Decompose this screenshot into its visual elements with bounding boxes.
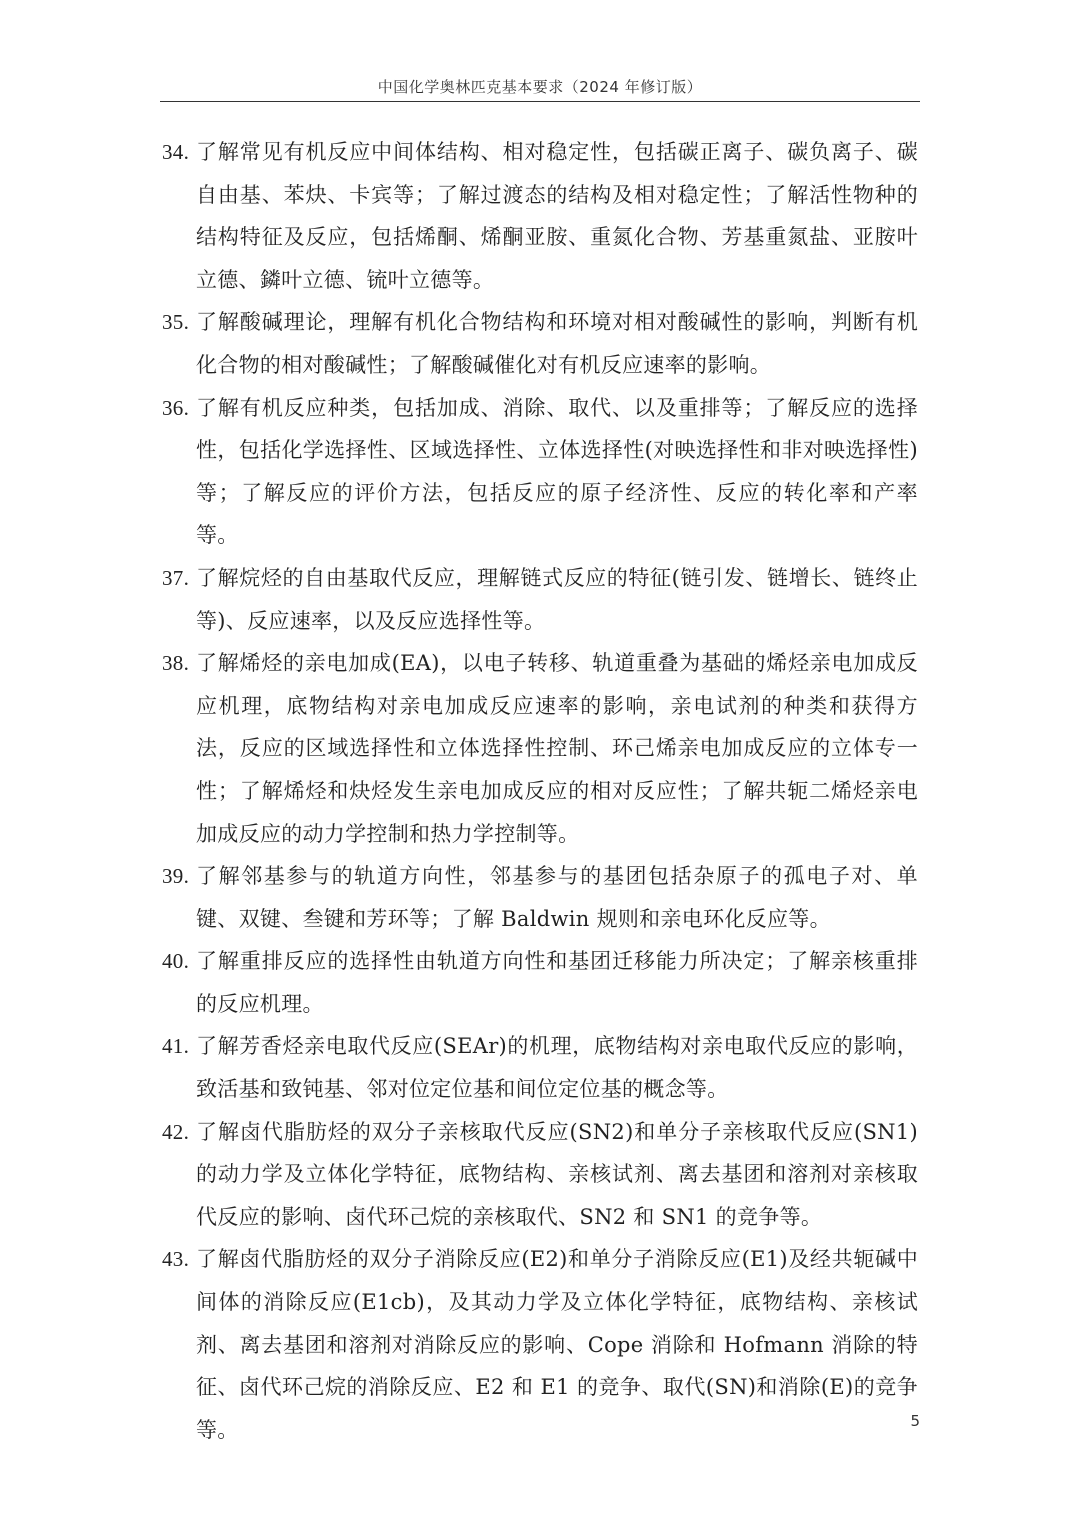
list-item-34 [162,131,918,301]
header-divider [160,101,920,102]
item-number: 35. [162,310,190,335]
item-number: 39. [162,864,190,889]
item-text: 了解重排反应的选择性由轨道方向性和基团迁移能力所决定；了解亲核重排的反应机理。 [196,949,918,1016]
list-item-37 [162,557,918,642]
item-number: 38. [162,651,190,676]
list-item-35 [162,301,918,386]
list-item-42 [162,1111,918,1239]
list-item-41 [162,1025,918,1110]
item-number: 43. [162,1247,190,1272]
list-item-43 [162,1238,918,1451]
list-item-38 [162,642,918,855]
item-text: 了解有机反应种类，包括加成、消除、取代、以及重排等；了解反应的选择性，包括化学选择性、区域选择性、立体选择性(对映选择性和非对映选择性)等；了解反应的评价方法，包括反应的原子经济性、反应的转化率和产率等。 [196,395,918,548]
item-text: 了解邻基参与的轨道方向性，邻基参与的基团包括杂原子的孤电子对、单键、双键、叁键和芳环等；了解 Baldwin 规则和亲电环化反应等。 [196,864,918,931]
document-body [162,131,918,1451]
item-number: 42. [162,1119,190,1144]
list-item-36 [162,387,918,557]
list-item-39 [162,855,918,940]
item-number: 40. [162,949,190,974]
item-number: 36. [162,395,190,420]
page-number: 5 [910,1412,920,1430]
item-text: 了解酸碱理论，理解有机化合物结构和环境对相对酸碱性的影响，判断有机化合物的相对酸碱性；了解酸碱催化对有机反应速率的影响。 [196,310,918,377]
item-text: 了解芳香烃亲电取代反应(SEAr)的机理，底物结构对亲电取代反应的影响，致活基和致钝基、邻对位定位基和间位定位基的概念等。 [196,1034,918,1102]
item-text: 了解烷烃的自由基取代反应，理解链式反应的特征(链引发、链增长、链终止等)、反应速率，以及反应选择性等。 [196,565,918,633]
item-number: 34. [162,140,190,164]
item-text: 了解烯烃的亲电加成(EA)，以电子转移、轨道重叠为基础的烯烃亲电加成反应机理，底物结构对亲电加成反应速率的影响，亲电试剂的种类和获得方法，反应的区域选择性和立体选择性控制、环己烯亲电加成反应的立体专一性；了解烯烃和炔烃发生亲电加成反应的相对反应性；了解共轭二烯烃亲电加成反应的动力学控制和热力学控制等。 [196,651,918,846]
list-item-40 [162,940,918,1025]
item-number: 37. [162,565,190,590]
page-header: 中国化学奥林匹克基本要求（2024 年修订版） [377,78,703,96]
item-text: 了解卤代脂肪烃的双分子亲核取代反应(SN2)和单分子亲核取代反应(SN1)的动力学及立体化学特征，底物结构、亲核试剂、离去基团和溶剂对亲核取代反应的影响、卤代环己烷的亲核取代、SN2 和 SN1 的竞争等。 [196,1119,918,1229]
item-text: 了解常见有机反应中间体结构、相对稳定性，包括碳正离子、碳负离子、碳自由基、苯炔、卡宾等；了解过渡态的结构及相对稳定性；了解活性物种的结构特征及反应，包括烯酮、烯酮亚胺、重氮化合物、芳基重氮盐、亚胺叶立德、鏻叶立德、锍叶立德等。 [196,140,918,292]
item-text: 了解卤代脂肪烃的双分子消除反应(E2)和单分子消除反应(E1)及经共轭碱中间体的消除反应(E1cb)，及其动力学及立体化学特征，底物结构、亲核试剂、离去基团和溶剂对消除反应的影响、Cope 消除和 Hofmann 消除的特征、卤代环己烷的消除反应、E2 和 E1 的竞争、取代(SN)和消除(E)的竞争等。 [196,1247,918,1442]
item-number: 41. [162,1034,190,1059]
